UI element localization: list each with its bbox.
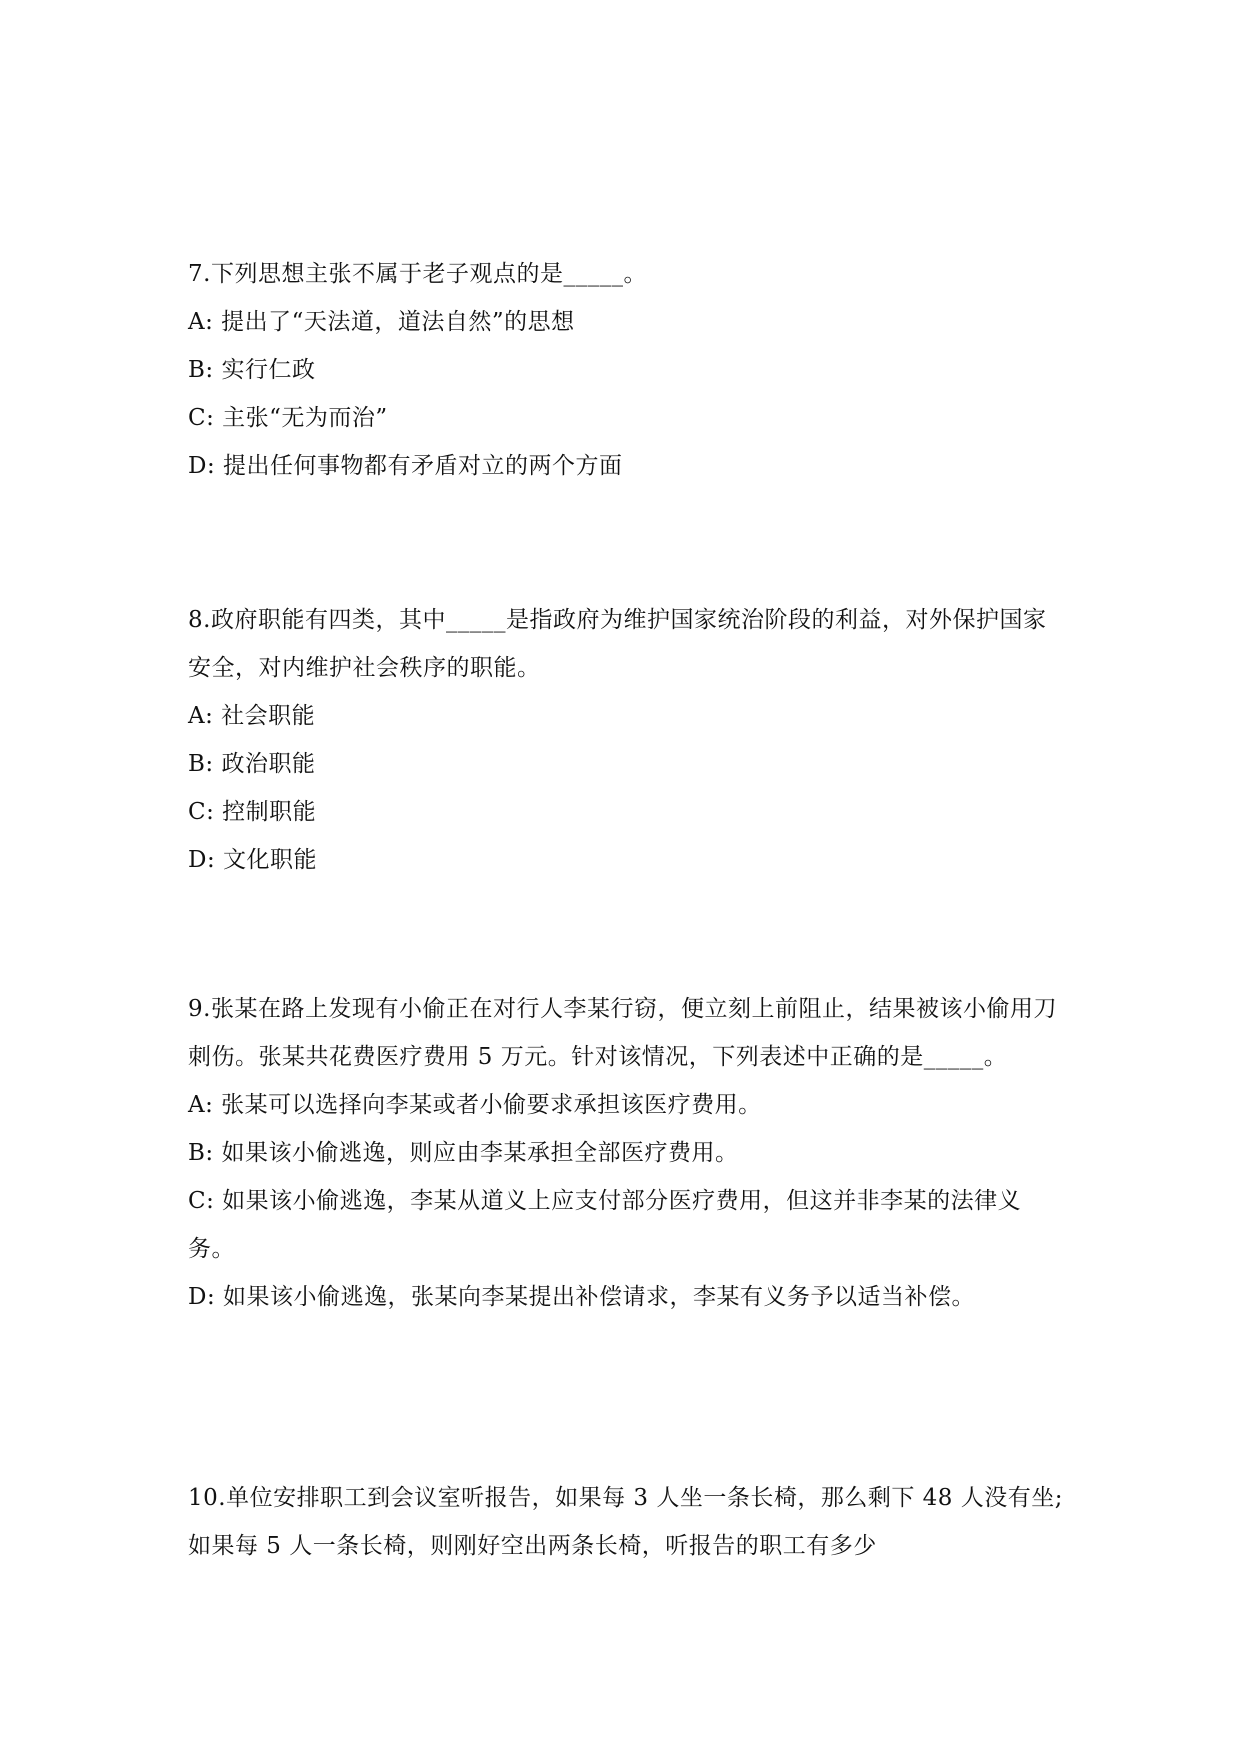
option-c: C: 如果该小偷逃逸，李某从道义上应支付部分医疗费用，但这并非李某的法律义务。 bbox=[188, 1188, 1022, 1262]
option-b: B: 实行仁政 bbox=[188, 357, 316, 383]
option-b: B: 如果该小偷逃逸，则应由李某承担全部医疗费用。 bbox=[188, 1140, 739, 1166]
option-c: C: 主张“无为而治” bbox=[188, 405, 388, 431]
question-stem: 8.政府职能有四类，其中_____是指政府为维护国家统治阶段的利益，对外保护国家安全，对内维护社会秩序的职能。 bbox=[188, 607, 1047, 681]
question-9 bbox=[188, 985, 1068, 1321]
option-a: A: 社会职能 bbox=[188, 703, 316, 729]
question-7 bbox=[188, 250, 1068, 490]
option-b: B: 政治职能 bbox=[188, 751, 316, 777]
option-a: A: 张某可以选择向李某或者小偷要求承担该医疗费用。 bbox=[188, 1092, 762, 1118]
question-stem: 9.张某在路上发现有小偷正在对行人李某行窃，便立刻上前阻止，结果被该小偷用刀刺伤。张某共花费医疗费用 5 万元。针对该情况，下列表述中正确的是_____。 bbox=[188, 996, 1057, 1070]
question-10 bbox=[188, 1474, 1068, 1570]
question-stem: 7.下列思想主张不属于老子观点的是_____。 bbox=[188, 261, 647, 287]
option-d: D: 提出任何事物都有矛盾对立的两个方面 bbox=[188, 453, 623, 479]
option-a: A: 提出了“天法道，道法自然”的思想 bbox=[188, 309, 575, 335]
question-8 bbox=[188, 596, 1068, 884]
option-c: C: 控制职能 bbox=[188, 799, 317, 825]
question-stem: 10.单位安排职工到会议室听报告，如果每 3 人坐一条长椅，那么剩下 48 人没有坐;如果每 5 人一条长椅，则刚好空出两条长椅，听报告的职工有多少 bbox=[188, 1485, 1063, 1559]
option-d: D: 文化职能 bbox=[188, 847, 318, 873]
option-d: D: 如果该小偷逃逸，张某向李某提出补偿请求，李某有义务予以适当补偿。 bbox=[188, 1284, 976, 1310]
